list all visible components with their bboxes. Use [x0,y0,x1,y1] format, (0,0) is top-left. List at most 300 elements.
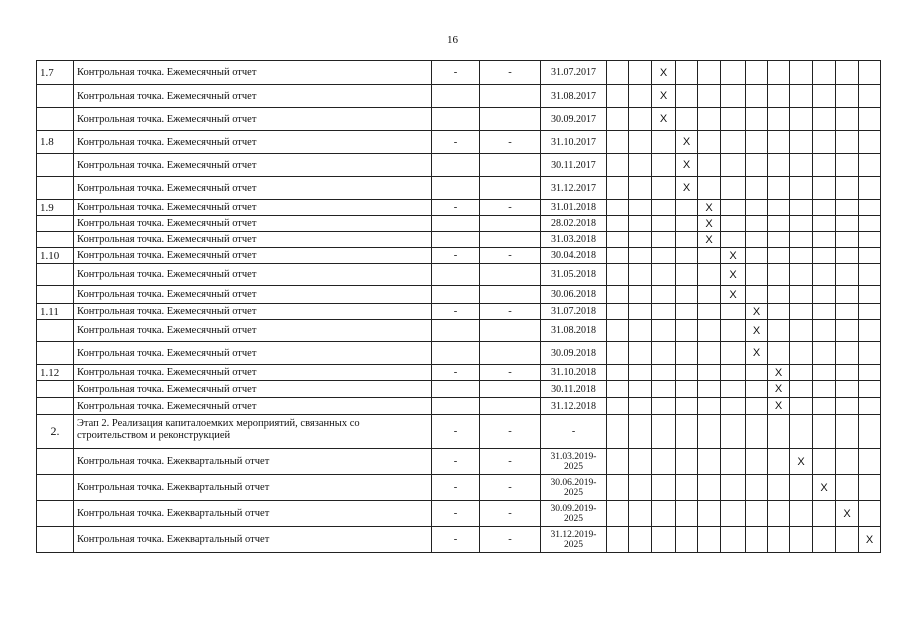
period-cell [768,286,790,304]
period-cell [721,527,746,553]
period-cell [698,398,721,415]
row-col-4: - [480,200,541,216]
period-cell [698,108,721,131]
period-cell: X [652,61,676,85]
period-cell [768,501,790,527]
period-cell [768,415,790,449]
period-cell [698,475,721,501]
row-date: 31.12.2017 [541,177,607,200]
period-cell [768,177,790,200]
period-cell [629,342,652,365]
period-cell [790,200,813,216]
period-cell [813,85,836,108]
period-cell [859,501,881,527]
period-cell [721,200,746,216]
period-cell [790,248,813,264]
row-number: 1.9 [37,200,74,216]
row-col-3 [432,286,480,304]
period-cell [836,381,859,398]
row-col-4 [480,108,541,131]
period-cell [676,304,698,320]
row-col-4: - [480,131,541,154]
row-col-4: - [480,61,541,85]
row-date: 31.08.2017 [541,85,607,108]
table-row [37,264,881,286]
period-cell [813,527,836,553]
row-date: 31.01.2018 [541,200,607,216]
row-col-4 [480,342,541,365]
period-cell [746,475,768,501]
row-col-3 [432,232,480,248]
row-col-3: - [432,131,480,154]
period-cell [676,365,698,381]
row-col-4 [480,177,541,200]
period-cell: X [676,131,698,154]
period-cell: X [859,527,881,553]
row-col-4 [480,154,541,177]
period-cell: X [652,108,676,131]
row-col-3: - [432,415,480,449]
period-cell [746,200,768,216]
period-cell [698,365,721,381]
table-row [37,365,881,381]
period-cell: X [698,232,721,248]
row-date: 31.10.2017 [541,131,607,154]
period-cell [629,85,652,108]
period-cell [813,415,836,449]
period-cell [813,154,836,177]
row-number [37,475,74,501]
period-cell [676,200,698,216]
period-cell [652,475,676,501]
period-cell [859,131,881,154]
period-cell [629,216,652,232]
period-cell [698,286,721,304]
row-number: 1.7 [37,61,74,85]
period-cell [629,381,652,398]
period-cell [790,342,813,365]
period-cell [629,415,652,449]
table-row [37,177,881,200]
period-cell [607,342,629,365]
table-row [37,61,881,85]
period-cell [746,177,768,200]
period-cell [652,304,676,320]
row-name: Контрольная точка. Ежемесячный отчет [74,320,432,342]
period-cell [652,177,676,200]
row-name: Контрольная точка. Ежеквартальный отчет [74,475,432,501]
period-cell [652,501,676,527]
period-cell [790,365,813,381]
table-row [37,398,881,415]
row-number: 1.11 [37,304,74,320]
table-row [37,415,881,449]
row-number [37,154,74,177]
period-cell [746,232,768,248]
row-number [37,286,74,304]
period-cell [652,286,676,304]
period-cell [698,304,721,320]
period-cell [676,216,698,232]
period-cell [813,200,836,216]
table-row [37,381,881,398]
period-cell [836,415,859,449]
row-number [37,342,74,365]
period-cell [836,232,859,248]
row-date: 31.03.2018 [541,232,607,248]
period-cell [698,85,721,108]
row-name: Контрольная точка. Ежемесячный отчет [74,232,432,248]
period-cell [607,415,629,449]
period-cell [676,85,698,108]
period-cell [676,248,698,264]
row-col-3 [432,177,480,200]
period-cell [652,365,676,381]
table-row [37,320,881,342]
table-row [37,200,881,216]
period-cell [676,415,698,449]
row-name: Контрольная точка. Ежемесячный отчет [74,264,432,286]
period-cell [790,264,813,286]
row-name: Контрольная точка. Ежеквартальный отчет [74,501,432,527]
table-row [37,248,881,264]
period-cell [652,154,676,177]
row-col-4: - [480,365,541,381]
row-col-4: - [480,475,541,501]
period-cell [652,264,676,286]
period-cell [698,320,721,342]
period-cell [676,398,698,415]
period-cell [790,527,813,553]
period-cell: X [836,501,859,527]
row-col-4 [480,320,541,342]
period-cell [813,381,836,398]
period-cell [790,415,813,449]
period-cell [721,365,746,381]
row-number [37,320,74,342]
period-cell: X [813,475,836,501]
period-cell [698,449,721,475]
table-row [37,475,881,501]
period-cell [768,232,790,248]
row-col-4: - [480,304,541,320]
row-date: 30.11.2017 [541,154,607,177]
row-date: 31.03.2019-2025 [541,449,607,475]
period-cell [629,527,652,553]
period-cell [790,501,813,527]
row-number [37,264,74,286]
row-date: 30.09.2018 [541,342,607,365]
period-cell [607,85,629,108]
row-date: 31.07.2018 [541,304,607,320]
period-cell [746,108,768,131]
row-name: Контрольная точка. Ежемесячный отчет [74,304,432,320]
row-date: 28.02.2018 [541,216,607,232]
period-cell [629,232,652,248]
row-col-3: - [432,501,480,527]
row-name: Контрольная точка. Ежемесячный отчет [74,108,432,131]
period-cell [836,108,859,131]
row-number: 1.12 [37,365,74,381]
row-col-3: - [432,61,480,85]
period-cell [676,286,698,304]
row-number [37,216,74,232]
period-cell [629,304,652,320]
period-cell [676,475,698,501]
period-cell [768,527,790,553]
row-name: Контрольная точка. Ежемесячный отчет [74,381,432,398]
period-cell [836,449,859,475]
row-col-4 [480,264,541,286]
period-cell [768,154,790,177]
period-cell [629,248,652,264]
period-cell [768,85,790,108]
period-cell [836,177,859,200]
period-cell [676,449,698,475]
row-name: Контрольная точка. Ежеквартальный отчет [74,527,432,553]
period-cell [698,264,721,286]
period-cell [698,131,721,154]
period-cell [790,304,813,320]
row-number [37,85,74,108]
period-cell: X [721,264,746,286]
period-cell [721,177,746,200]
period-cell [721,415,746,449]
period-cell [607,449,629,475]
page-number: 16 [447,34,458,46]
period-cell [768,475,790,501]
period-cell [813,216,836,232]
period-cell [768,61,790,85]
period-cell [746,398,768,415]
period-cell [768,108,790,131]
period-cell [721,501,746,527]
row-name: Контрольная точка. Ежемесячный отчет [74,398,432,415]
period-cell [746,264,768,286]
period-cell [721,398,746,415]
period-cell [746,415,768,449]
period-cell: X [698,216,721,232]
period-cell [607,501,629,527]
period-cell [652,248,676,264]
row-date: - [541,415,607,449]
table-row [37,216,881,232]
table-row [37,108,881,131]
row-name: Контрольная точка. Ежемесячный отчет [74,131,432,154]
period-cell: X [721,286,746,304]
period-cell [721,216,746,232]
period-cell [813,177,836,200]
period-cell [607,381,629,398]
row-col-4 [480,85,541,108]
period-cell: X [652,85,676,108]
row-number [37,449,74,475]
period-cell [607,365,629,381]
row-date: 31.07.2017 [541,61,607,85]
row-name: Контрольная точка. Ежемесячный отчет [74,365,432,381]
period-cell [790,216,813,232]
period-cell [607,232,629,248]
row-col-3 [432,108,480,131]
period-cell [607,177,629,200]
period-cell [768,216,790,232]
period-cell [790,398,813,415]
row-col-3 [432,85,480,108]
row-col-4 [480,398,541,415]
period-cell [836,264,859,286]
period-cell: X [721,248,746,264]
row-number: 1.10 [37,248,74,264]
schedule-body [37,61,881,553]
period-cell [607,286,629,304]
period-cell [836,248,859,264]
period-cell [652,131,676,154]
period-cell [813,248,836,264]
row-name: Контрольная точка. Ежемесячный отчет [74,248,432,264]
period-cell: X [746,320,768,342]
period-cell [721,381,746,398]
period-cell [790,61,813,85]
period-cell [607,108,629,131]
row-number [37,177,74,200]
period-cell [721,449,746,475]
period-cell: X [698,200,721,216]
period-cell: X [676,177,698,200]
period-cell [629,131,652,154]
period-cell [746,61,768,85]
period-cell [790,232,813,248]
period-cell [813,232,836,248]
period-cell [813,131,836,154]
period-cell [721,320,746,342]
row-date: 30.06.2018 [541,286,607,304]
period-cell [652,398,676,415]
period-cell [607,200,629,216]
period-cell [859,342,881,365]
period-cell [652,216,676,232]
row-name: Контрольная точка. Ежемесячный отчет [74,61,432,85]
period-cell [813,286,836,304]
period-cell [698,177,721,200]
period-cell [676,527,698,553]
row-date: 30.09.2017 [541,108,607,131]
period-cell [859,320,881,342]
row-name: Контрольная точка. Ежеквартальный отчет [74,449,432,475]
period-cell [652,415,676,449]
period-cell [813,304,836,320]
row-number: 1.8 [37,131,74,154]
period-cell: X [790,449,813,475]
row-col-4 [480,381,541,398]
period-cell [859,365,881,381]
period-cell [676,61,698,85]
period-cell [607,264,629,286]
period-cell: X [746,342,768,365]
period-cell [607,475,629,501]
period-cell [698,154,721,177]
period-cell [859,154,881,177]
period-cell [859,200,881,216]
period-cell [859,449,881,475]
period-cell [768,320,790,342]
period-cell [698,527,721,553]
row-number [37,527,74,553]
period-cell [721,85,746,108]
period-cell [721,108,746,131]
period-cell [836,154,859,177]
period-cell [746,501,768,527]
row-col-3 [432,320,480,342]
period-cell [652,320,676,342]
period-cell [676,320,698,342]
period-cell [607,320,629,342]
period-cell [859,286,881,304]
period-cell [813,365,836,381]
period-cell [859,177,881,200]
period-cell [652,200,676,216]
period-cell [836,398,859,415]
period-cell [813,501,836,527]
row-date: 30.04.2018 [541,248,607,264]
row-date: 30.06.2019-2025 [541,475,607,501]
period-cell [746,381,768,398]
period-cell [721,342,746,365]
row-col-4 [480,286,541,304]
period-cell [746,85,768,108]
period-cell [629,475,652,501]
period-cell [859,108,881,131]
period-cell [790,286,813,304]
period-cell [836,200,859,216]
period-cell [652,342,676,365]
period-cell [859,232,881,248]
period-cell [790,381,813,398]
row-date: 30.11.2018 [541,381,607,398]
period-cell [629,108,652,131]
period-cell [813,398,836,415]
row-date: 31.08.2018 [541,320,607,342]
period-cell [607,304,629,320]
period-cell [698,381,721,398]
row-date: 31.05.2018 [541,264,607,286]
period-cell [746,154,768,177]
period-cell [721,304,746,320]
period-cell [676,501,698,527]
period-cell [790,475,813,501]
period-cell [836,131,859,154]
period-cell [629,398,652,415]
period-cell [607,398,629,415]
table-row [37,232,881,248]
period-cell [859,216,881,232]
period-cell [607,61,629,85]
period-cell [859,415,881,449]
period-cell [746,216,768,232]
period-cell [698,61,721,85]
period-cell [746,449,768,475]
period-cell [629,449,652,475]
row-name: Контрольная точка. Ежемесячный отчет [74,85,432,108]
period-cell [652,232,676,248]
period-cell [768,342,790,365]
table-row [37,154,881,177]
table-row [37,304,881,320]
period-cell [859,398,881,415]
period-cell [768,449,790,475]
period-cell [746,365,768,381]
period-cell [836,85,859,108]
period-cell [629,61,652,85]
